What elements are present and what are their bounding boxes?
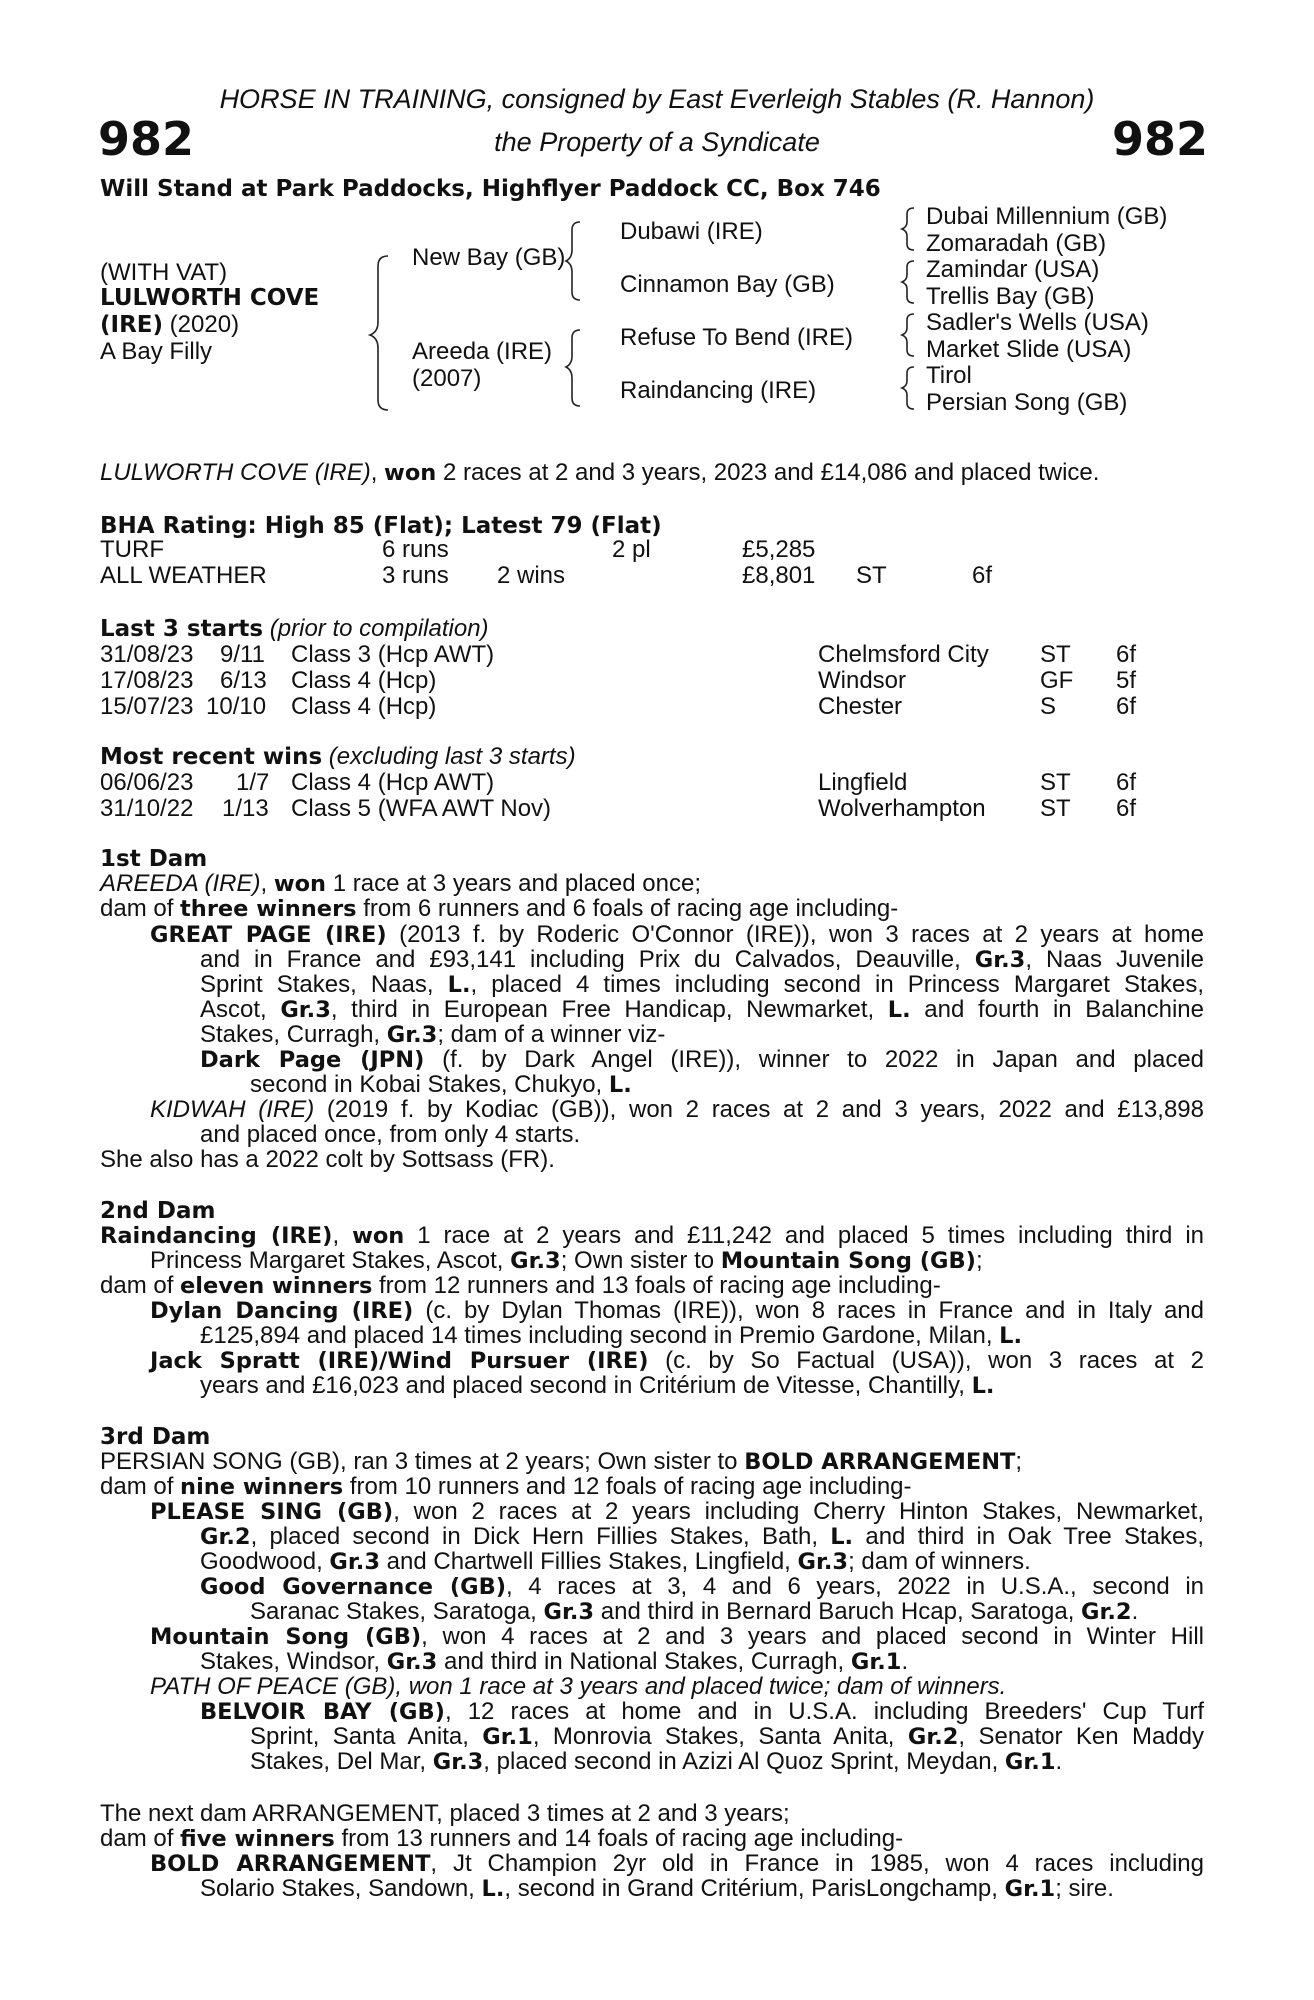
bold-arrangement-line-2 [200, 1876, 1114, 1903]
rating-going: ST [856, 562, 887, 589]
text-fragment: , placed second in Azizi Al Quoz Sprint, Meydan, [483, 1748, 1005, 1775]
good-governance-line-1 [200, 1574, 1204, 1601]
dam: Areeda (IRE) [412, 338, 553, 365]
text-fragment: Ascot, [200, 996, 281, 1023]
text-fragment: and fourth in Balanchine [910, 996, 1204, 1023]
last-starts-heading [100, 616, 489, 643]
start-distance: 5f [1116, 667, 1137, 694]
path-of-peace: PATH OF PEACE (GB), won 1 race at 3 years and placed twice; dam of winners. [150, 1673, 1007, 1700]
rating-runs: 3 runs [382, 562, 449, 589]
start-course: Chelmsford City [818, 641, 989, 668]
text-fragment: , 4 races at 3, 4 and 6 years, 2022 in U.S.A., second in [506, 1573, 1205, 1600]
text-fragment: , Monrovia Stakes, Santa Anita, [532, 1723, 908, 1750]
text-fragment: AREEDA (IRE) [100, 870, 261, 897]
belvoir-bay-line-2 [250, 1724, 1204, 1751]
text-fragment: Gr.3 [543, 1599, 595, 1625]
text-fragment: Gr.3 [974, 947, 1026, 973]
win-race: Class 5 (WFA AWT Nov) [291, 795, 552, 822]
text-fragment: Stakes, Windsor, [200, 1648, 387, 1675]
bha-rating-title: BHA Rating: High 85 (Flat); Latest 79 (Flat) [100, 513, 662, 539]
text-fragment: L. [481, 1876, 505, 1902]
kidwah-line-1 [150, 1097, 1204, 1123]
text-fragment: L. [999, 1323, 1023, 1349]
belvoir-bay-line-1 [200, 1699, 1204, 1726]
text-fragment: , 12 races at home and in U.S.A. including Breeders' Cup Turf [444, 1698, 1205, 1725]
kidwah-name: KIDWAH (IRE) [150, 1096, 315, 1123]
path-of-peace-line [150, 1674, 1006, 1700]
first-dam-line: AREEDA (IRE), won 1 race at 3 years and placed once; [100, 870, 701, 897]
dark-page-line-2 [250, 1072, 632, 1099]
text-fragment: three winners [180, 896, 357, 922]
text-fragment: nine winners [180, 1474, 344, 1500]
start-date: 15/07/23 [100, 693, 194, 720]
sire-sire: Dubawi (IRE) [620, 218, 763, 245]
please-sing-line-3 [200, 1549, 1031, 1576]
bold-arrangement-name: BOLD ARRANGEMENT [150, 1851, 431, 1877]
text-fragment: Goodwood, [200, 1548, 330, 1575]
text-fragment: and Chartwell Fillies Stakes, Lingfield, [379, 1548, 798, 1575]
dylan-dancing-name: Dylan Dancing (IRE) [150, 1298, 414, 1324]
text-fragment: L. [447, 972, 471, 998]
text-fragment: Gr.1 [1004, 1876, 1056, 1902]
text-fragment: Gr.3 [329, 1549, 380, 1575]
text-fragment: £125,894 and placed 14 times including second in Premio Gardone, Milan, [200, 1322, 1000, 1349]
ped-dds: Tirol [926, 362, 972, 389]
start-position: 10/10 [206, 693, 267, 720]
belvoir-bay-name: BELVOIR BAY (GB) [200, 1699, 445, 1725]
text-fragment: , Naas Juvenile [1025, 946, 1204, 973]
text-fragment: from 10 runners and 12 foals of racing age including- [343, 1473, 912, 1500]
text-fragment: Gr.2 [1081, 1599, 1132, 1625]
text-fragment: eleven winners [180, 1273, 373, 1299]
horse-country: (IRE) [100, 312, 164, 338]
jack-spratt-name: Jack Spratt (IRE)/Wind Pursuer (IRE) [150, 1348, 649, 1374]
start-race: Class 4 (Hcp) [291, 693, 437, 720]
mountain-song-name: Mountain Song (GB) [150, 1624, 422, 1650]
next-dam-produce [100, 1826, 903, 1853]
text-fragment: (f. by Dark Angel (IRE)), winner to 2022 in Japan and placed [424, 1046, 1205, 1073]
text-fragment: Gr.3 [432, 1749, 484, 1775]
ped-ssd: Zomaradah (GB) [926, 230, 1107, 257]
sire-dam: Cinnamon Bay (GB) [620, 271, 835, 298]
rating-runs: 6 runs [382, 536, 449, 563]
win-position: 1/13 [222, 795, 269, 822]
ped-ddd: Persian Song (GB) [926, 389, 1128, 416]
win-position: 1/7 [236, 769, 270, 796]
kidwah-line-2: and placed once, from only 4 starts. [200, 1121, 581, 1148]
great-page-line-1 [150, 922, 1204, 949]
text-fragment: Gr.2 [200, 1524, 251, 1550]
dam-year: (2007) [412, 365, 482, 392]
start-position: 6/13 [220, 667, 267, 694]
next-dam-line-1: The next dam ARRANGEMENT, placed 3 times at 2 and 3 years; [100, 1800, 790, 1827]
start-race: Class 4 (Hcp) [291, 667, 437, 694]
text-fragment: , third in European Free Handicap, Newmarket, [330, 996, 888, 1023]
text-fragment: five winners [180, 1826, 335, 1852]
text-fragment: Gr.3 [510, 1248, 561, 1274]
summary-name: LULWORTH COVE (IRE) [100, 459, 371, 486]
text-fragment: from 12 runners and 13 foals of racing age including- [372, 1272, 941, 1299]
please-sing-name: PLEASE SING (GB) [150, 1499, 394, 1525]
rating-surface: TURF [100, 536, 164, 563]
win-race: Class 4 (Hcp AWT) [291, 769, 495, 796]
belvoir-bay-line-3: Stakes, Del Mar, Gr.3, placed second in Azizi Al Quoz Sprint, Meydan, Gr.1. [250, 1748, 1063, 1775]
text-fragment: dam of [100, 1272, 181, 1299]
dam-dam: Raindancing (IRE) [620, 377, 817, 404]
text-fragment: Mountain Song (GB) [720, 1248, 976, 1274]
text-fragment: Gr.3 [386, 1022, 438, 1048]
rating-placed: 2 pl [612, 536, 651, 563]
consignment-line: HORSE IN TRAINING, consigned by East Everleigh Stables (R. Hannon) [219, 84, 1095, 114]
win-course: Wolverhampton [818, 795, 986, 822]
start-going: S [1040, 693, 1057, 720]
text-fragment: ; dam of a winner viz- [437, 1021, 666, 1048]
bold-arrangement-line-1 [150, 1851, 1204, 1878]
first-dam-produce [100, 896, 898, 923]
text-fragment: L. [971, 1373, 995, 1399]
dylan-dancing-line-2 [200, 1323, 1022, 1350]
stand-location: Will Stand at Park Paddocks, Highflyer Paddock CC, Box 746 [100, 176, 881, 202]
text-fragment: PERSIAN SONG (GB), ran 3 times at 2 years; Own sister to [100, 1448, 745, 1475]
rating-prize: £8,801 [742, 562, 816, 589]
text-fragment: Saranac Stakes, Saratoga, [250, 1598, 544, 1625]
text-fragment: L. [887, 997, 911, 1023]
sire: New Bay (GB) [412, 244, 566, 271]
text-fragment: from 13 runners and 14 foals of racing age including- [334, 1825, 904, 1852]
text-fragment: second in Kobai Stakes, Chukyo, [250, 1071, 609, 1098]
text-fragment: Princess Margaret Stakes, Ascot, [150, 1247, 511, 1274]
win-date: 06/06/23 [100, 769, 194, 796]
text-fragment: , Jt Champion 2yr old in France in 1985, won 4 races including [430, 1850, 1204, 1877]
great-page-line-5 [200, 1022, 665, 1049]
text-fragment: , second in Grand Critérium, ParisLongchamp, [504, 1875, 1005, 1902]
last-starts-note: (prior to compilation) [263, 615, 489, 642]
text-fragment: , won 2 races at 2 years including Cherry Hinton Stakes, Newmarket, [393, 1498, 1204, 1525]
text-fragment: dam of [100, 895, 181, 922]
second-dam-produce [100, 1273, 941, 1300]
start-going: ST [1040, 641, 1071, 668]
text-fragment: (c. by So Factual (USA)), won 3 races at 2 [648, 1347, 1204, 1374]
text-fragment: , Senator Ken Maddy [958, 1723, 1204, 1750]
third-dam-line-1: PERSIAN SONG (GB), ran 3 times at 2 years; Own sister to BOLD ARRANGEMENT; [100, 1448, 1023, 1475]
win-course: Lingfield [818, 769, 908, 796]
mountain-song-line-1 [150, 1624, 1204, 1651]
please-sing-line-2 [200, 1524, 1204, 1551]
text-fragment: Sprint Stakes, Naas, [200, 971, 448, 998]
lot-number-right: 982 [1112, 112, 1209, 166]
start-race: Class 3 (Hcp AWT) [291, 641, 495, 668]
text-fragment: ; dam of winners. [848, 1548, 1031, 1575]
text-fragment: won [273, 871, 327, 897]
rating-distance: 6f [972, 562, 993, 589]
summary-won: won [384, 460, 437, 486]
horse-year: (2020) [163, 311, 240, 338]
text-fragment: Sprint, Santa Anita, [250, 1723, 483, 1750]
win-date: 31/10/22 [100, 795, 194, 822]
recent-wins-note: (excluding last 3 starts) [322, 743, 576, 770]
text-fragment: Gr.3 [386, 1649, 438, 1675]
great-page-line-4 [200, 997, 1204, 1024]
property-line: the Property of a Syndicate [494, 127, 820, 157]
good-governance-line-2: Saranac Stakes, Saratoga, Gr.3 and third in Bernard Baruch Hcap, Saratoga, Gr.2. [250, 1598, 1139, 1625]
rating-wins: 2 wins [497, 562, 566, 589]
win-distance: 6f [1116, 795, 1137, 822]
text-fragment: and third in Bernard Baruch Hcap, Saratoga, [594, 1598, 1082, 1625]
text-fragment: ; sire. [1055, 1875, 1114, 1902]
text-fragment: Gr.2 [907, 1724, 959, 1750]
recent-wins-heading [100, 744, 576, 771]
text-fragment: Gr.1 [482, 1724, 533, 1750]
rating-surface: ALL WEATHER [100, 562, 267, 589]
recent-wins-title: Most recent wins [100, 744, 323, 770]
text-fragment: , placed second in Dick Hern Fillies Stakes, Bath, [250, 1523, 831, 1550]
text-fragment: Gr.3 [280, 997, 331, 1023]
text-fragment: won [352, 1223, 405, 1249]
second-dam-line-1: Raindancing (IRE), won 1 race at 2 years and £11,242 and placed 5 times including third in [100, 1222, 1204, 1249]
text-fragment: 1 race at 2 years and £11,242 and placed 5 times including third in [404, 1222, 1204, 1249]
text-fragment: ; Own sister to [560, 1247, 721, 1274]
text-fragment: 1 race at 3 years and placed once; [326, 870, 701, 897]
jack-spratt-line-2 [200, 1373, 994, 1400]
text-fragment: Solario Stakes, Sandown, [200, 1875, 482, 1902]
summary-rest: 2 races at 2 and 3 years, 2023 and £14,086 and placed twice. [436, 459, 1100, 486]
ped-sdd: Trellis Bay (GB) [926, 283, 1095, 310]
text-fragment: , won 4 races at 2 and 3 years and placed second in Winter Hill [421, 1623, 1204, 1650]
horse-description: A Bay Filly [100, 338, 213, 365]
start-going: GF [1040, 667, 1074, 694]
first-dam-title: 1st Dam [100, 846, 208, 872]
text-fragment: dam of [100, 1825, 181, 1852]
dam-sire: Refuse To Bend (IRE) [620, 324, 854, 351]
text-fragment: L. [830, 1524, 854, 1550]
third-dam-title: 3rd Dam [100, 1424, 211, 1450]
text-fragment: years and £16,023 and placed second in Critérium de Vitesse, Chantilly, [200, 1372, 972, 1399]
text-fragment: BOLD ARRANGEMENT [744, 1449, 1016, 1475]
text-fragment: from 6 runners and 6 foals of racing age including- [356, 895, 899, 922]
win-going: ST [1040, 795, 1071, 822]
good-governance-name: Good Governance (GB) [200, 1574, 507, 1600]
brace-dam [566, 330, 580, 406]
text-fragment: Stakes, Curragh, [200, 1021, 387, 1048]
jack-spratt-line-1 [150, 1348, 1204, 1375]
dylan-dancing-line-1 [150, 1298, 1204, 1325]
third-dam-produce [100, 1474, 912, 1501]
win-distance: 6f [1116, 769, 1137, 796]
second-dam-title: 2nd Dam [100, 1198, 216, 1224]
brace-main [370, 256, 388, 410]
great-page-line-2 [200, 947, 1204, 974]
text-fragment: Raindancing (IRE) [100, 1223, 333, 1249]
last-starts-title: Last 3 starts [100, 616, 264, 642]
text-fragment: Gr.1 [1004, 1749, 1056, 1775]
start-position: 9/11 [220, 641, 265, 668]
great-page-name: GREAT PAGE (IRE) [150, 922, 387, 948]
ped-dsd: Market Slide (USA) [926, 336, 1132, 363]
text-fragment: and third in National Stakes, Curragh, [437, 1648, 851, 1675]
text-fragment: Gr.1 [850, 1649, 902, 1675]
text-fragment: , placed 4 times including second in Princess Margaret Stakes, [470, 971, 1204, 998]
text-fragment: Gr.3 [797, 1549, 849, 1575]
text-fragment: (2019 f. by Kodiac (GB)), won 2 races at 2 and 3 years, 2022 and £13,898 [314, 1096, 1204, 1123]
text-fragment: L. [608, 1072, 632, 1098]
text-fragment: dam of [100, 1473, 181, 1500]
horse-name: LULWORTH COVE [100, 285, 320, 311]
ped-sss: Dubai Millennium (GB) [926, 203, 1168, 230]
brace-sire [566, 222, 580, 300]
start-date: 17/08/23 [100, 667, 194, 694]
start-course: Chester [818, 693, 903, 720]
vat-note: (WITH VAT) [100, 259, 228, 286]
race-summary: LULWORTH COVE (IRE), won 2 races at 2 and 3 years, 2023 and £14,086 and placed twice. [100, 459, 1100, 486]
start-course: Windsor [818, 667, 907, 694]
start-distance: 6f [1116, 693, 1137, 720]
ped-sds: Zamindar (USA) [926, 256, 1100, 283]
please-sing-line-1 [150, 1499, 1204, 1526]
first-dam-also: She also has a 2022 colt by Sottsass (FR). [100, 1146, 555, 1173]
dark-page-name: Dark Page (JPN) [200, 1047, 425, 1073]
text-fragment: (2013 f. by Roderic O'Connor (IRE)), won 3 races at 2 years at home [386, 921, 1204, 948]
great-page-line-3 [200, 972, 1204, 999]
text-fragment: and in France and £93,141 including Prix du Calvados, Deauville, [200, 946, 975, 973]
rating-prize: £5,285 [742, 536, 816, 563]
dark-page-line-1 [200, 1047, 1204, 1074]
second-dam-line-2: Princess Margaret Stakes, Ascot, Gr.3; Own sister to Mountain Song (GB); [150, 1247, 983, 1274]
start-distance: 6f [1116, 641, 1137, 668]
ped-dss: Sadler's Wells (USA) [926, 309, 1149, 336]
text-fragment: (c. by Dylan Thomas (IRE)), won 8 races in France and in Italy and [413, 1297, 1205, 1324]
mountain-song-line-2: Stakes, Windsor, Gr.3 and third in National Stakes, Curragh, Gr.1. [200, 1648, 909, 1675]
win-going: ST [1040, 769, 1071, 796]
text-fragment: and third in Oak Tree Stakes, [853, 1523, 1204, 1550]
start-date: 31/08/23 [100, 641, 194, 668]
lot-number-left: 982 [98, 112, 195, 166]
text-fragment: Stakes, Del Mar, [250, 1748, 433, 1775]
